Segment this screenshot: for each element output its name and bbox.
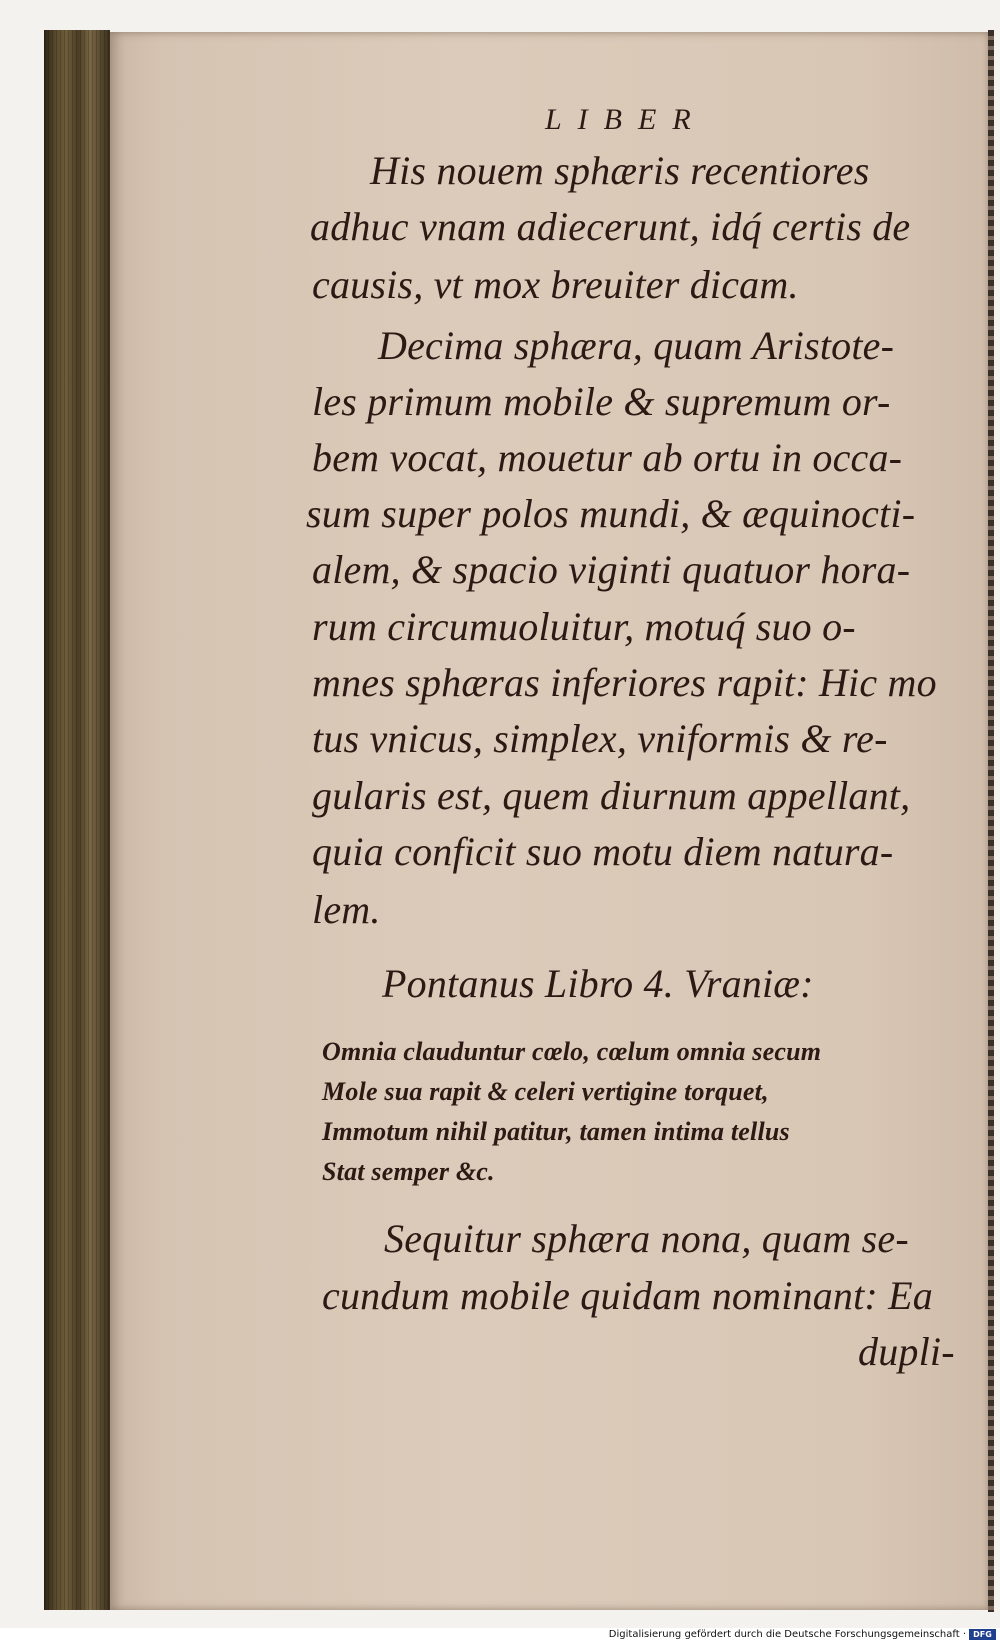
body-line: Decima sphæra, quam Aristote- <box>378 323 895 368</box>
body-line: causis, vt mox breuiter dicam. <box>312 262 799 307</box>
verse-line: Mole sua rapit & celeri vertigine torquet, <box>322 1077 769 1106</box>
body-line: quia conficit suo motu diem natura- <box>312 829 894 874</box>
right-page-edge <box>988 30 994 1612</box>
verse-line: Immotum nihil patitur, tamen intima tellus <box>322 1117 790 1146</box>
body-line: cundum mobile quidam nominant: Ea <box>322 1273 933 1318</box>
verse-line: Stat semper &c. <box>322 1157 495 1186</box>
verse-line: Omnia clauduntur cœlo, cœlum omnia secum <box>322 1037 822 1066</box>
footer-bar <box>0 1628 1000 1641</box>
citation-heading: Pontanus Libro 4. Vraniæ: <box>382 961 814 1006</box>
dfg-logo: DFG <box>969 1629 996 1640</box>
body-line: His nouem sphæris recentiores <box>370 148 870 193</box>
page-edges <box>44 30 110 1610</box>
body-line: rum circumuoluitur, motuq́ suo o- <box>312 604 856 649</box>
running-head: LIBER <box>545 103 707 136</box>
body-line: lem. <box>312 887 381 932</box>
body-line: alem, & spacio viginti quatuor hora- <box>312 547 911 592</box>
body-line: tus vnicus, simplex, vniformis & re- <box>312 716 888 761</box>
body-line: bem vocat, mouetur ab ortu in occa- <box>312 435 903 480</box>
body-line: sum super polos mundi, & æquinocti- <box>306 491 916 536</box>
body-line: les primum mobile & supremum or- <box>312 379 891 424</box>
body-line: gularis est, quem diurnum appellant, <box>312 773 911 818</box>
catchword: dupli- <box>858 1329 955 1374</box>
funding-credit: Digitalisierung gefördert durch die Deutsche Forschungsgemeinschaft · <box>608 1629 966 1640</box>
body-line: Sequitur sphæra nona, quam se- <box>384 1216 909 1261</box>
body-line: mnes sphæras inferiores rapit: Hic mo <box>312 660 937 705</box>
body-line: adhuc vnam adiecerunt, idq́ certis de <box>310 204 911 249</box>
